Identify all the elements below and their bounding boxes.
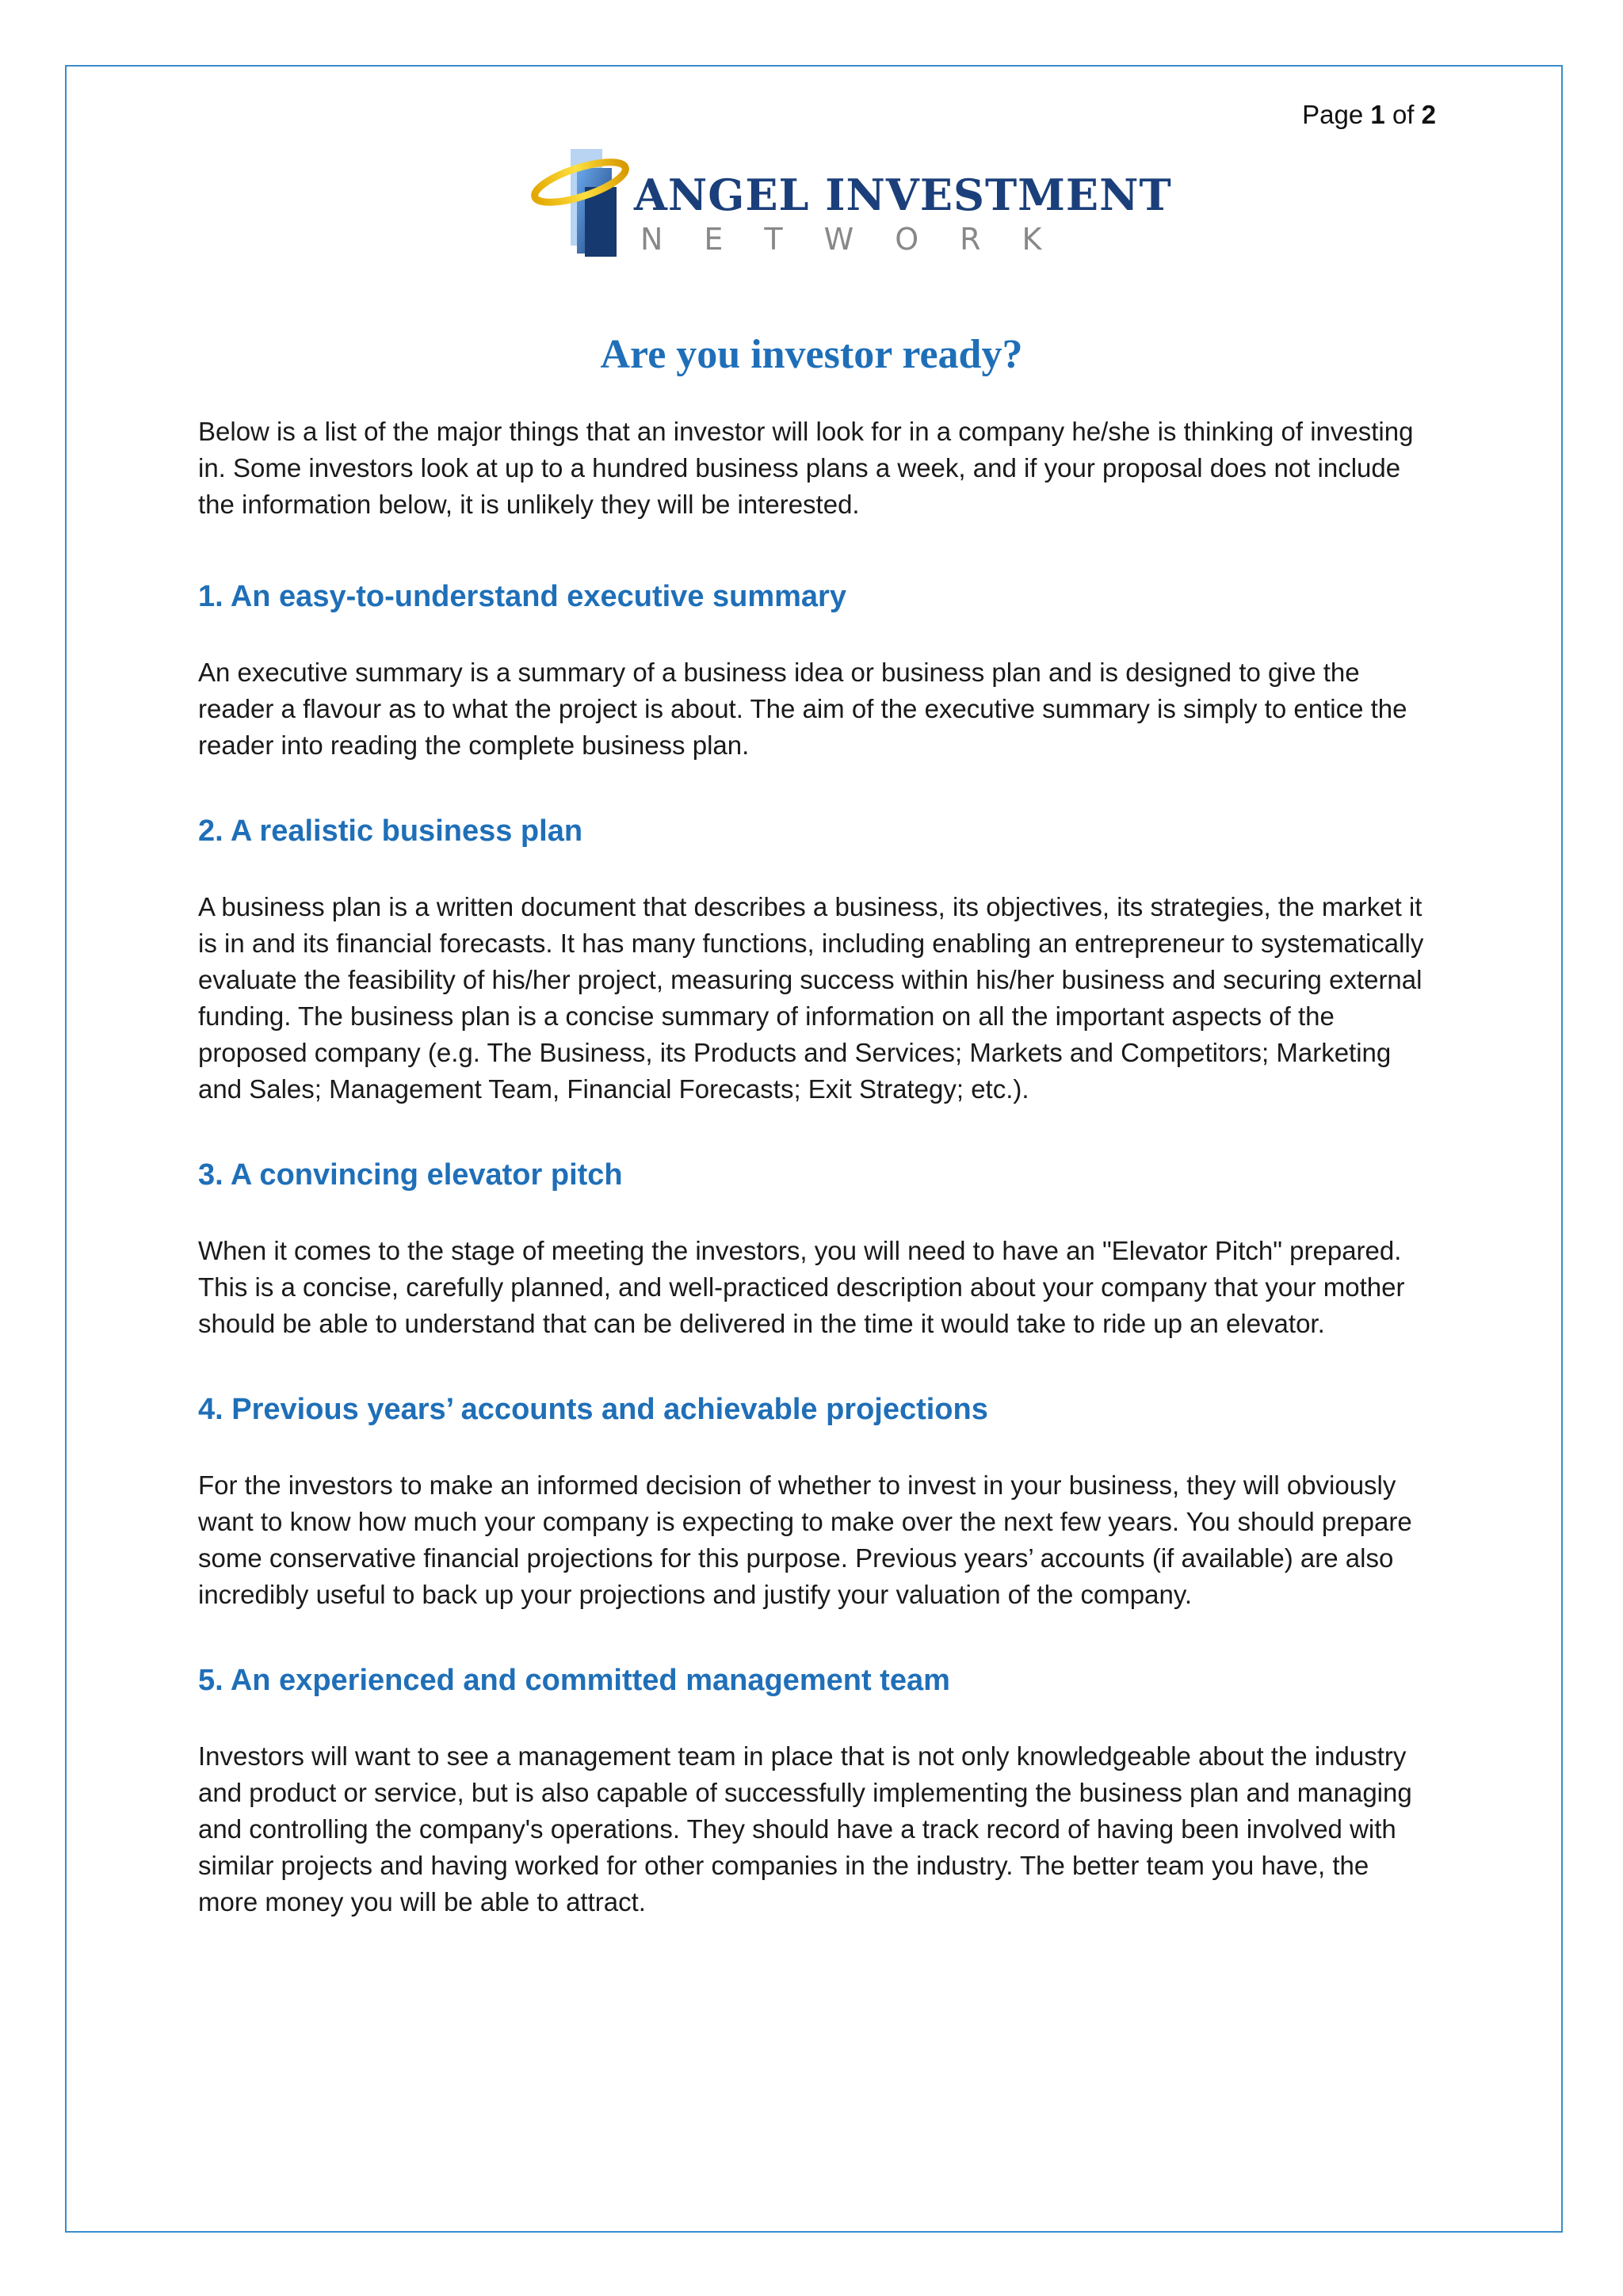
section-elevator-pitch	[198, 1157, 1434, 1342]
document-body	[198, 414, 1434, 1970]
section-heading: 4. Previous years’ accounts and achievable projections	[198, 1393, 988, 1426]
page-indicator	[1302, 100, 1436, 130]
intro-paragraph: Below is a list of the major things that an investor will look for in a company he/she is thinking of investing in. Some investors look at up to a hundred business plans a week, and if your proposal does not include the information below, it is unlikely they will be interested.	[198, 417, 1414, 519]
section-body: Investors will want to see a management team in place that is not only knowledgeable about the industry and product or service, but is also capable of successfully implementing the business plan and managing and controlling the company's operations. They should have a track record of having been involved with similar projects and having worked for other companies in the industry. The better team you have, the more money you will be able to attract.	[198, 1741, 1412, 1917]
section-body: A business plan is a written document that describes a business, its objectives, its strategies, the market it is in and its financial forecasts. It has many functions, including enabling an entrepreneur to systematically evaluate the feasibility of his/her project, measuring success within his/her business and securing external funding. The business plan is a concise summary of information on all the important aspects of the proposed company (e.g. The Business, its Products and Services; Markets and Competitors; Marketing and Sales; Management Team, Financial Forecasts; Exit Strategy; etc.).	[198, 892, 1424, 1104]
logo-emblem-icon	[529, 143, 640, 261]
section-management-team	[198, 1662, 1434, 1920]
angel-investment-network-logo	[529, 143, 1172, 261]
section-heading: 5. An experienced and committed management team	[198, 1664, 950, 1697]
section-executive-summary	[198, 578, 1434, 764]
logo-main-text: ANGEL INVESTMENT	[634, 170, 1172, 220]
section-body: For the investors to make an informed decision of whether to invest in your business, they will obviously want to know how much your company is expecting to make over the next few years. You should prepare some conservative financial projections for this purpose. Previous years’ accounts (if available) are also incredibly useful to back up your projections and justify your valuation of the company.	[198, 1470, 1412, 1609]
section-heading: 3. A convincing elevator pitch	[198, 1158, 623, 1192]
section-heading: 1. An easy-to-understand executive summary	[198, 580, 846, 613]
page-indicator-separator: of	[1392, 100, 1415, 129]
page-indicator-prefix: Page	[1302, 100, 1364, 129]
section-accounts-projections	[198, 1391, 1434, 1613]
section-body: An executive summary is a summary of a business idea or business plan and is designed to give the reader a flavour as to what the project is about. The aim of the executive summary is simply to entice the reader into reading the complete business plan.	[198, 658, 1407, 760]
page-indicator-total: 2	[1421, 100, 1436, 129]
section-body: When it comes to the stage of meeting the investors, you will need to have an "Elevator Pitch" prepared. This is a concise, carefully planned, and well-practiced description about your company that your mother should be able to understand that can be delivered in the time it would take to ride up an elevator.	[198, 1236, 1405, 1338]
document-title: Are you investor ready?	[600, 332, 1023, 377]
section-business-plan	[198, 813, 1434, 1108]
logo-sub-text: NETWORK	[640, 222, 1083, 257]
section-heading: 2. A realistic business plan	[198, 814, 583, 848]
page-indicator-current: 1	[1370, 100, 1385, 129]
